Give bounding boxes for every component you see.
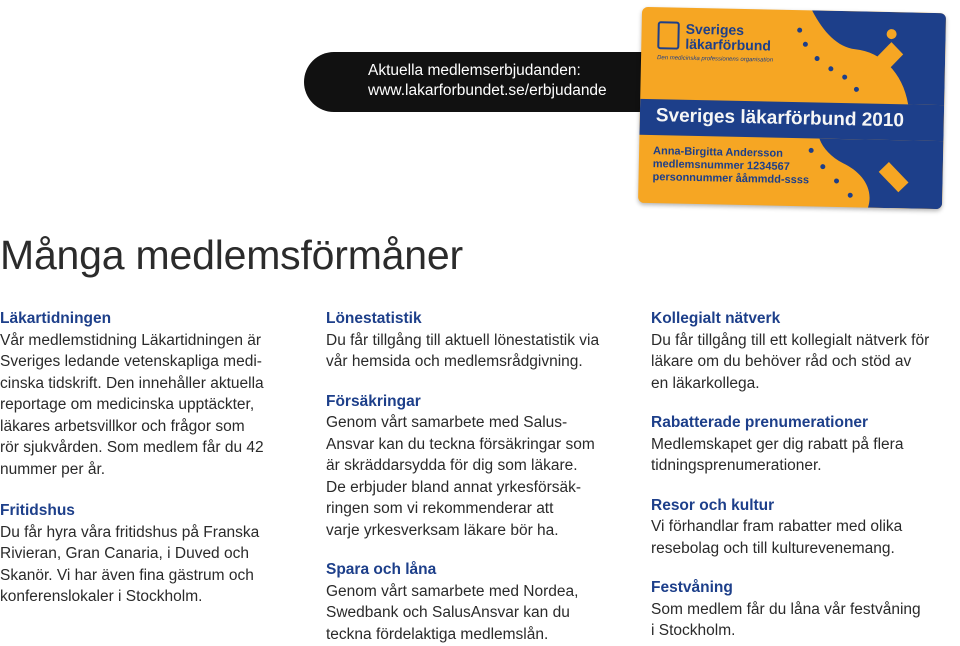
column-1 bbox=[0, 308, 292, 608]
logo-line2: läkarförbund bbox=[685, 35, 772, 54]
section-text: Vår medlemstidning Läkartidningen är Sveriges ledande vetenskapliga medi- cinska tidskrift. Den innehåller aktuella reportage om medicinska upptäckter, läkares arbetsvillkor och frågor som rör sjukvården. Som medlem får du 42 nummer per år. bbox=[0, 331, 264, 478]
section-text: Medlemskapet ger dig rabatt på flera tidningsprenumerationer. bbox=[651, 435, 904, 474]
section-title: Försäkringar bbox=[326, 392, 421, 410]
section-kollegialt-natverk bbox=[651, 308, 951, 394]
section-title: Kollegialt nätverk bbox=[651, 310, 781, 327]
section-text: Vi förhandlar fram rabatter med olika resebolag och till kulturevenemang. bbox=[651, 518, 903, 557]
section-fritidshus bbox=[0, 500, 292, 608]
banner-link[interactable]: www.lakarforbundet.se/erbjudande bbox=[368, 82, 607, 99]
section-forsakringar bbox=[326, 391, 626, 542]
section-text: Du får hyra våra fritidshus på Franska Rivieran, Gran Canaria, i Duved och Skanör. Vi har även fina gästrum och konferenslokaler i Stockholm. bbox=[0, 523, 260, 605]
card-title: Sveriges läkarförbund 2010 bbox=[655, 105, 905, 132]
section-title: Resor och kultur bbox=[651, 496, 775, 514]
section-rabatterade-prenumerationer bbox=[651, 412, 951, 477]
card-personal-number: personnummer ååmmdd-ssss bbox=[652, 171, 810, 187]
card-holder-name: Anna-Birgitta Andersson bbox=[652, 145, 783, 160]
section-lonestatistik bbox=[326, 308, 626, 373]
card-title-stripe bbox=[639, 99, 944, 141]
logo-mark-icon bbox=[657, 21, 680, 49]
section-text: Genom vårt samarbete med Salus- Ansvar kan du teckna försäkringar som är skräddarsydda för dig som läkare. De erbjuder bland annat yrkesförsäk- ringen som vi rekommenderar att varje yrkesverksam läkare bör ha. bbox=[326, 414, 595, 539]
section-festvaning bbox=[651, 577, 951, 642]
membership-card bbox=[638, 7, 946, 213]
section-title: Spara och låna bbox=[326, 561, 437, 578]
section-resor-och-kultur bbox=[651, 495, 951, 560]
section-title: Läkartidningen bbox=[0, 310, 112, 327]
section-text: Du får tillgång till aktuell lönestatistik via vår hemsida och medlemsrådgivning. bbox=[326, 331, 600, 370]
card-logo bbox=[656, 19, 774, 65]
column-2 bbox=[326, 308, 626, 645]
card-holder-info bbox=[652, 145, 809, 187]
column-3 bbox=[651, 308, 951, 642]
logo-tagline: Den medicinska professionens organisation bbox=[656, 55, 774, 64]
page-heading: Många medlemsförmåner bbox=[0, 232, 463, 278]
offers-banner bbox=[304, 52, 644, 112]
section-text: Som medlem får du låna vår festvåning i Stockholm. bbox=[651, 600, 921, 639]
card-member-number: medlemsnummer 1234567 bbox=[652, 158, 790, 173]
banner-title: Aktuella medlemserbjudanden: bbox=[368, 62, 581, 79]
section-title: Fritidshus bbox=[0, 502, 75, 519]
section-text: Genom vårt samarbete med Nordea, Swedbank och SalusAnsvar kan du teckna fördelaktiga medlemslån. bbox=[326, 582, 579, 643]
logo-line1: Sveriges bbox=[685, 20, 745, 38]
section-title: Lönestatistik bbox=[326, 310, 422, 327]
section-text: Du får tillgång till ett kollegialt nätverk för läkare om du behöver råd och stöd av en läkarkollega. bbox=[651, 331, 930, 392]
section-spara-och-lana bbox=[326, 559, 626, 645]
section-lakartidningen bbox=[0, 308, 292, 480]
section-title: Festvåning bbox=[651, 579, 733, 596]
section-title: Rabatterade prenumerationer bbox=[651, 414, 869, 431]
